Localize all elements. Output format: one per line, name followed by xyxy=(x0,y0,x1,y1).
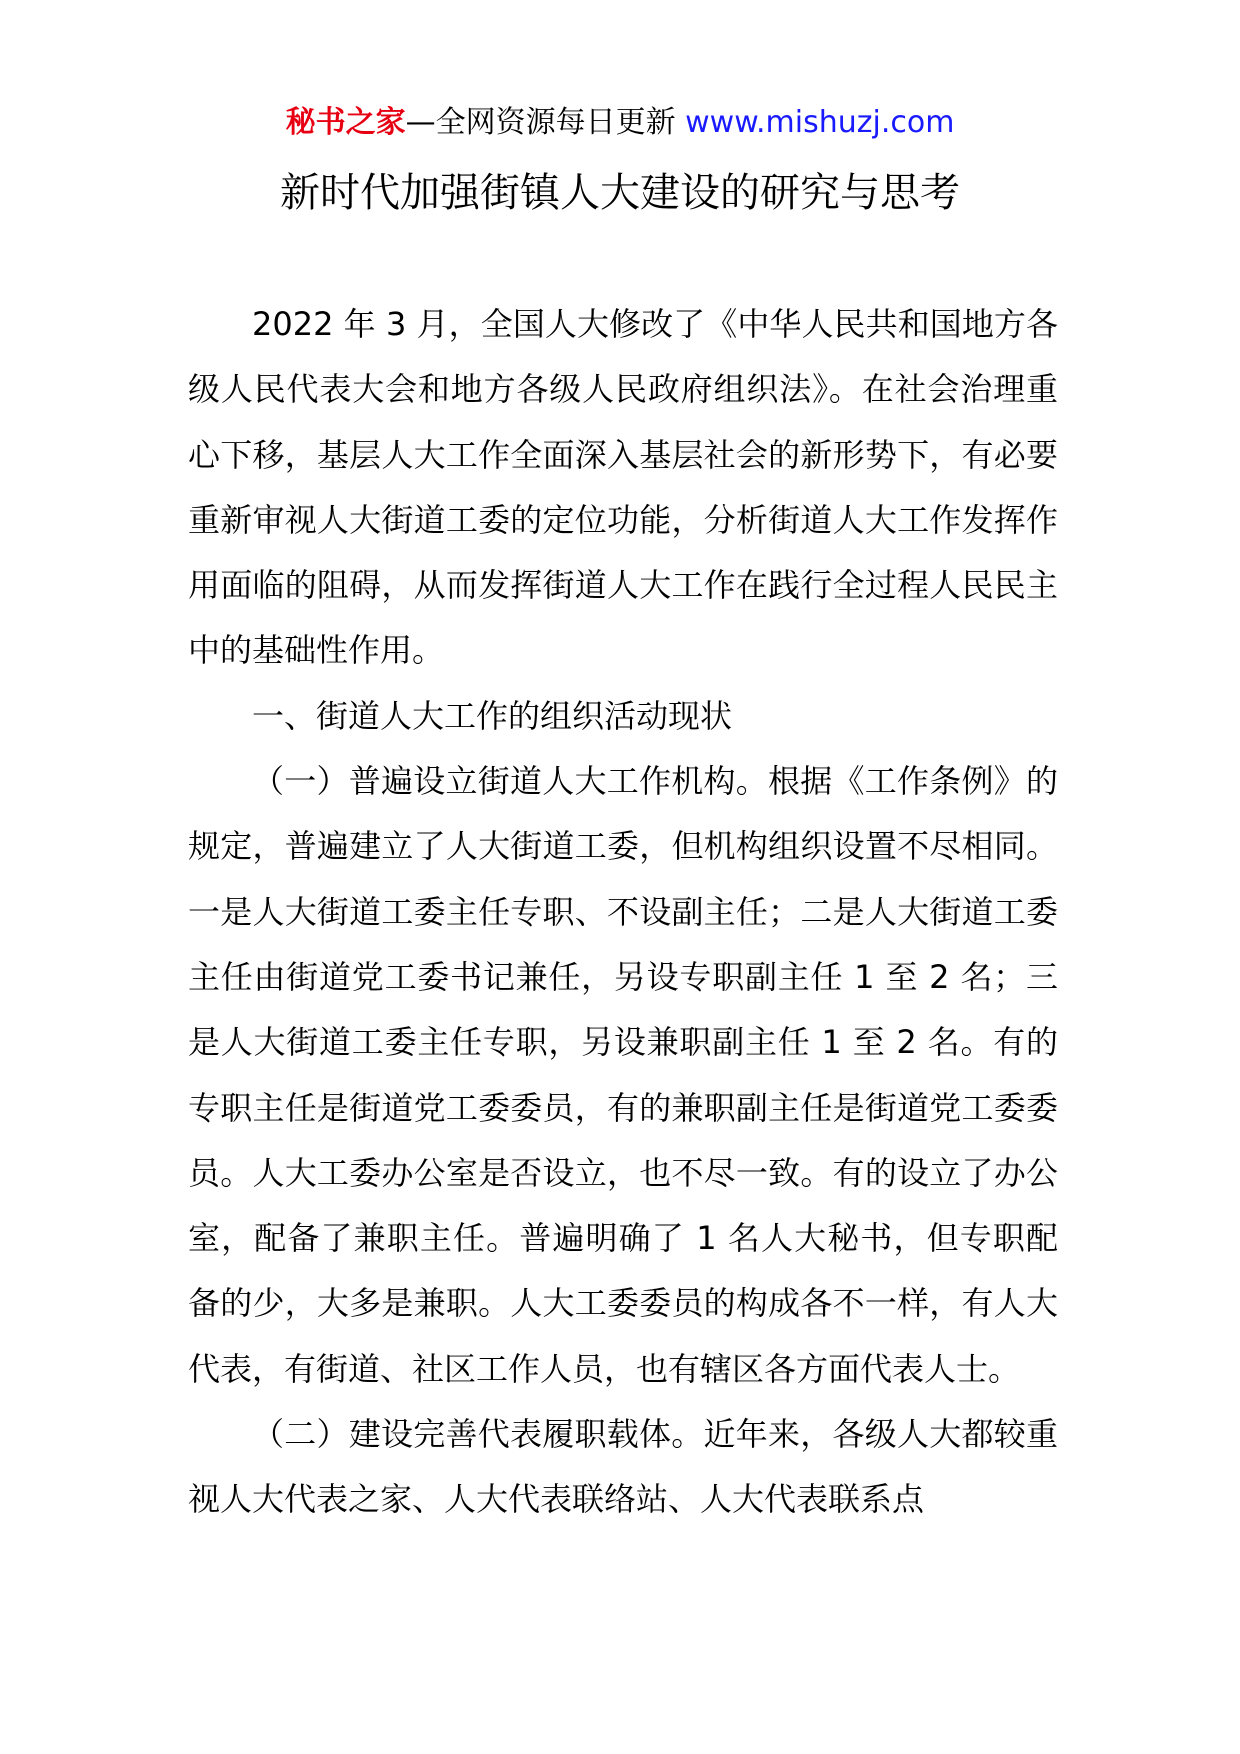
site-url-link[interactable]: www.mishuzj.com xyxy=(685,105,955,140)
paragraph-intro: 2022 年 3 月，全国人大修改了《中华人民共和国地方各级人民代表大会和地方各级人民政府组织法》。在社会治理重心下移，基层人大工作全面深入基层社会的新形势下，有必要重新审视人大街道工委的定位功能，分析街道人大工作发挥作用面临的阻碍，从而发挥街道人大工作在践行全过程人民民主中的基础性作用。 xyxy=(188,305,1058,670)
paragraph-subsection-1: （一）普遍设立街道人大工作机构。根据《工作条例》的规定，普遍建立了人大街道工委，但机构组织设置不尽相同。一是人大街道工委主任专职、不设副主任；二是人大街道工委主任由街道党工委书记兼任，另设专职副主任 1 至 2 名；三是人大街道工委主任专职，另设兼职副主任 1 至 2 名。有的专职主任是街道党工委委员，有的兼职副主任是街道党工委委员。人大工委办公室是否设立，也不尽一致。有的设立了办公室，配备了兼职主任。普遍明确了 1 名人大秘书，但专职配备的少，大多是兼职。人大工委委员的构成各不一样，有人大代表，有街道、社区工作人员，也有辖区各方面代表人士。 xyxy=(188,762,1058,1388)
site-slogan: —全网资源每日更新 xyxy=(405,105,686,140)
site-header xyxy=(0,100,1240,146)
document-body xyxy=(188,292,1058,1533)
section-heading-1: 一、街道人大工作的组织活动现状 xyxy=(252,696,733,735)
paragraph-subsection-2: （二）建设完善代表履职载体。近年来，各级人大都较重视人大代表之家、人大代表联络站、人大代表联系点 xyxy=(188,1415,1058,1519)
site-brand: 秘书之家 xyxy=(285,105,406,140)
document-title: 新时代加强街镇人大建设的研究与思考 xyxy=(280,170,960,216)
